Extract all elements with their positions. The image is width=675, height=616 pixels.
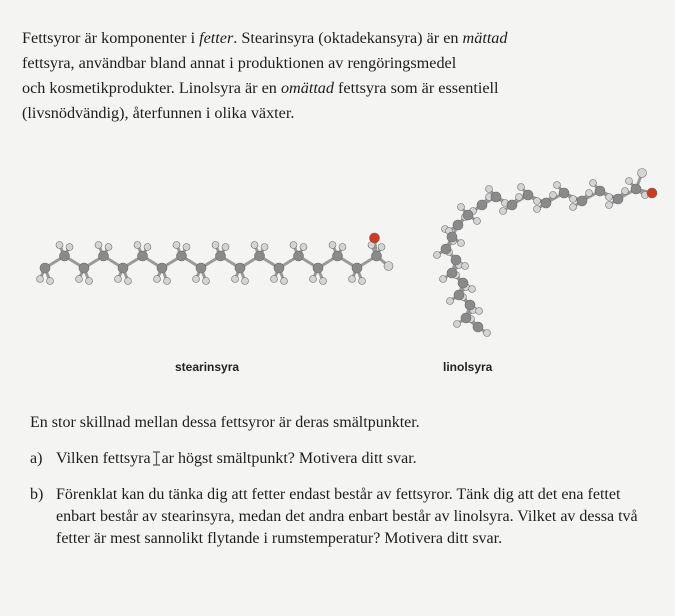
hydrogen-atom: [134, 242, 141, 249]
hydrogen-atom: [37, 276, 44, 283]
carbon-atom: [631, 184, 641, 194]
carbon-atom: [138, 251, 148, 261]
hydrogen-atom: [173, 242, 180, 249]
questions-lead: En stor skillnad mellan dessa fettsyror är deras smältpunkter.: [30, 414, 420, 431]
hydrogen-atom: [261, 244, 268, 251]
intro-emphasis: omättad: [280, 79, 334, 97]
text-cursor-icon: [152, 451, 161, 466]
stearic-acid-model: [37, 233, 394, 285]
hydrogen-atom: [550, 192, 557, 199]
carbon-atom: [118, 263, 128, 273]
hydrogen-atom: [281, 278, 288, 285]
carbon-atom: [372, 251, 382, 261]
hydrogen-atom: [500, 208, 507, 215]
carbon-atom: [79, 263, 89, 273]
hydrogen-atom: [378, 244, 385, 251]
carbon-atom: [294, 251, 304, 261]
hydrogen-atom: [222, 244, 229, 251]
carbon-atom: [441, 244, 451, 254]
intro-text: och kosmetikprodukter. Linolsyra är en: [22, 79, 281, 97]
hydrogen-atom: [349, 276, 356, 283]
intro-text: . Stearinsyra (oktadekansyra) är en: [233, 29, 463, 47]
hydrogen-atom: [570, 204, 577, 211]
hydrogen-atom: [154, 276, 161, 283]
hydrogen-atom: [606, 194, 613, 201]
carbon-atom: [559, 188, 569, 198]
hydrogen-atom: [144, 244, 151, 251]
hydrogen-atom: [570, 196, 577, 203]
question-a-text: [56, 448, 660, 470]
hydrogen-atom: [203, 278, 210, 285]
intro-text: fettsyra som är essentiell: [334, 79, 499, 97]
hydrogen-atom: [125, 278, 132, 285]
hydrogen-atom: [329, 242, 336, 249]
hydrogen-atom: [486, 186, 493, 193]
hydrogen-atom: [384, 262, 393, 271]
hydrogen-atom: [454, 321, 461, 328]
carbon-atom: [352, 263, 362, 273]
hydrogen-atom: [590, 180, 597, 187]
question-b: [30, 484, 660, 550]
carbon-atom: [477, 200, 487, 210]
hydrogen-atom: [458, 240, 465, 247]
hydrogen-atom: [232, 276, 239, 283]
carbon-atom: [507, 200, 517, 210]
carbon-atom: [235, 263, 245, 273]
molecule-figure: [0, 145, 675, 385]
hydrogen-atom: [320, 278, 327, 285]
hydrogen-atom: [440, 276, 447, 283]
oxygen-atom: [647, 188, 657, 198]
hydrogen-atom: [105, 244, 112, 251]
hydrogen-atom: [86, 278, 93, 285]
carbon-atom: [255, 251, 265, 261]
carbon-atom: [577, 196, 587, 206]
molecule-models: [0, 145, 675, 385]
hydrogen-atom: [164, 278, 171, 285]
hydrogen-atom: [434, 252, 441, 259]
carbon-atom: [595, 186, 605, 196]
carbon-atom: [454, 290, 464, 300]
question-b-letter: b): [30, 486, 44, 503]
carbon-atom: [453, 220, 463, 230]
question-a-letter: a): [30, 450, 43, 467]
hydrogen-atom: [290, 242, 297, 249]
carbon-atom: [196, 263, 206, 273]
hydrogen-atom: [516, 194, 523, 201]
hydrogen-atom: [534, 206, 541, 213]
intro-line-3: [22, 76, 642, 101]
intro-line-1: [22, 26, 642, 51]
intro-line-4: (livsnödvändig), återfunnen i olika växter.: [22, 104, 295, 122]
hydrogen-atom: [183, 244, 190, 251]
hydrogen-atom: [271, 276, 278, 283]
linoleic-acid-model: [434, 169, 658, 337]
hydrogen-atom: [66, 244, 73, 251]
carbon-atom: [447, 268, 457, 278]
hydrogen-atom: [476, 308, 483, 315]
intro-paragraph: [22, 26, 642, 126]
intro-line-2: fettsyra, användbar bland annat i produktionen av rengöringsmedel: [22, 54, 457, 72]
hydrogen-atom: [534, 198, 541, 205]
hydrogen-atom: [47, 278, 54, 285]
hydrogen-atom: [95, 242, 102, 249]
carbon-atom: [177, 251, 187, 261]
oxygen-atom: [370, 233, 380, 243]
hydrogen-atom: [622, 188, 629, 195]
intro-emphasis: mättad: [462, 29, 508, 47]
carbon-atom: [458, 278, 468, 288]
carbon-atom: [541, 198, 551, 208]
hydrogen-atom: [310, 276, 317, 283]
carbon-atom: [333, 251, 343, 261]
hydrogen-atom: [193, 276, 200, 283]
hydrogen-atom: [115, 276, 122, 283]
hydrogen-atom: [462, 263, 469, 270]
carbon-atom: [157, 263, 167, 273]
carbon-atom: [523, 190, 533, 200]
hydrogen-atom: [339, 244, 346, 251]
carbon-atom: [40, 263, 50, 273]
hydrogen-atom: [300, 244, 307, 251]
intro-text: Fettsyror är komponenter i: [22, 29, 200, 47]
carbon-atom: [473, 322, 483, 332]
hydrogen-atom: [586, 190, 593, 197]
carbon-atom: [447, 232, 457, 242]
hydrogen-atom: [554, 182, 561, 189]
hydrogen-atom: [518, 184, 525, 191]
stearic-acid-label: stearinsyra: [175, 360, 240, 374]
carbon-atom: [613, 194, 623, 204]
hydrogen-atom: [606, 202, 613, 209]
hydrogen-atom: [76, 276, 83, 283]
hydrogen-atom: [251, 242, 258, 249]
carbon-atom: [491, 192, 501, 202]
carbon-atom: [451, 255, 461, 265]
question-b-text: Förenklat kan du tänka dig att fetter endast består av fettsyror. Tänk dig att det ena fettet enbart består av stearinsyra, medan det andra enbart består av linolsyra. Vilket av dessa två fetter är mest sannolikt flytande i rumstemperatur? Motivera ditt svar.: [56, 486, 638, 547]
carbon-atom: [99, 251, 109, 261]
question-a-text-part: Vilken fettsyra: [56, 450, 151, 467]
carbon-atom: [463, 210, 473, 220]
hydrogen-atom: [242, 278, 249, 285]
hydrogen-atom: [626, 178, 633, 185]
hydrogen-atom: [458, 204, 465, 211]
carbon-atom: [60, 251, 70, 261]
hydrogen-atom: [212, 242, 219, 249]
questions: [30, 412, 660, 564]
question-a: [30, 448, 660, 470]
question-a-text-part: ar högst smältpunkt? Motivera ditt svar.: [161, 450, 417, 467]
carbon-atom: [461, 313, 471, 323]
carbon-atom: [313, 263, 323, 273]
hydrogen-atom: [447, 298, 454, 305]
hydrogen-atom: [484, 330, 491, 337]
hydrogen-atom: [638, 169, 647, 178]
intro-emphasis: fetter: [199, 29, 234, 47]
carbon-atom: [274, 263, 284, 273]
carbon-atom: [216, 251, 226, 261]
hydrogen-atom: [56, 242, 63, 249]
linoleic-acid-label: linolsyra: [443, 360, 493, 374]
hydrogen-atom: [469, 286, 476, 293]
carbon-atom: [465, 300, 475, 310]
hydrogen-atom: [359, 278, 366, 285]
hydrogen-atom: [474, 218, 481, 225]
